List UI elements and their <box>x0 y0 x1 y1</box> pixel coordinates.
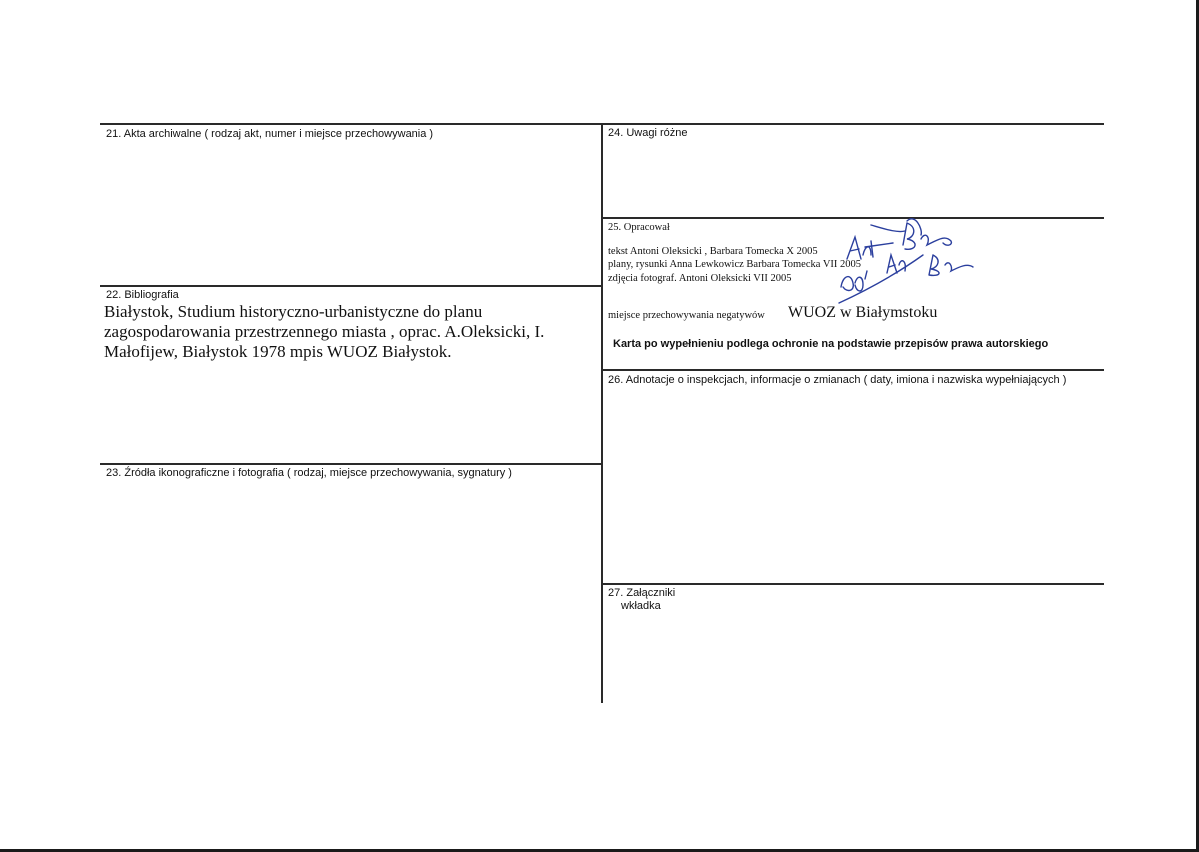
handwritten-signatures <box>835 215 985 305</box>
section-21-label: 21. Akta archiwalne ( rodzaj akt, numer i miejsce przechowywania ) <box>106 128 434 140</box>
section-23-label: 23. Źródła ikonograficzne i fotografia ( rodzaj, miejsce przechowywania, sygnatury ) <box>106 467 512 479</box>
negatives-storage-label: miejsce przechowywania negatywów <box>608 310 765 321</box>
section-27-label: 27. Załączniki <box>608 587 676 599</box>
section-26-label: 26. Adnotacje o inspekcjach, informacje o zmianach ( daty, imiona i nazwiska wypełniających ) <box>608 374 1067 386</box>
bibliography-line-3: Małofijew, Białystok 1978 mpis WUOZ Białystok. <box>104 342 452 361</box>
bibliography-line-1: Białystok, Studium historyczno-urbanistyczne do planu <box>104 302 483 321</box>
author-plans-line: plany, rysunki Anna Lewkowicz Barbara Tomecka VII 2005 <box>608 259 862 270</box>
bibliography-line-2: zagospodarowania przestrzennego miasta , oprac. A.Oleksicki, I. <box>104 322 545 341</box>
section-23-rule <box>100 463 601 465</box>
author-photos-line: zdjęcia fotograf. Antoni Oleksicki VII 2005 <box>608 273 792 284</box>
section-24-label: 24. Uwagi różne <box>608 127 688 139</box>
negatives-storage-value: WUOZ w Białymstoku <box>788 304 938 321</box>
section-27-rule <box>601 583 1104 585</box>
section-26-rule <box>601 369 1104 371</box>
form-center-divider <box>601 123 603 703</box>
author-text-line: tekst Antoni Oleksicki , Barbara Tomecka X 2005 <box>608 246 818 257</box>
section-22-rule <box>100 285 601 287</box>
attachments-value: wkładka <box>621 600 661 612</box>
section-25-label: 25. Opracował <box>608 222 670 233</box>
copyright-note: Karta po wypełnieniu podlega ochronie na podstawie przepisów prawa autorskiego <box>613 338 1049 350</box>
section-22-label: 22. Bibliografia <box>106 289 179 301</box>
